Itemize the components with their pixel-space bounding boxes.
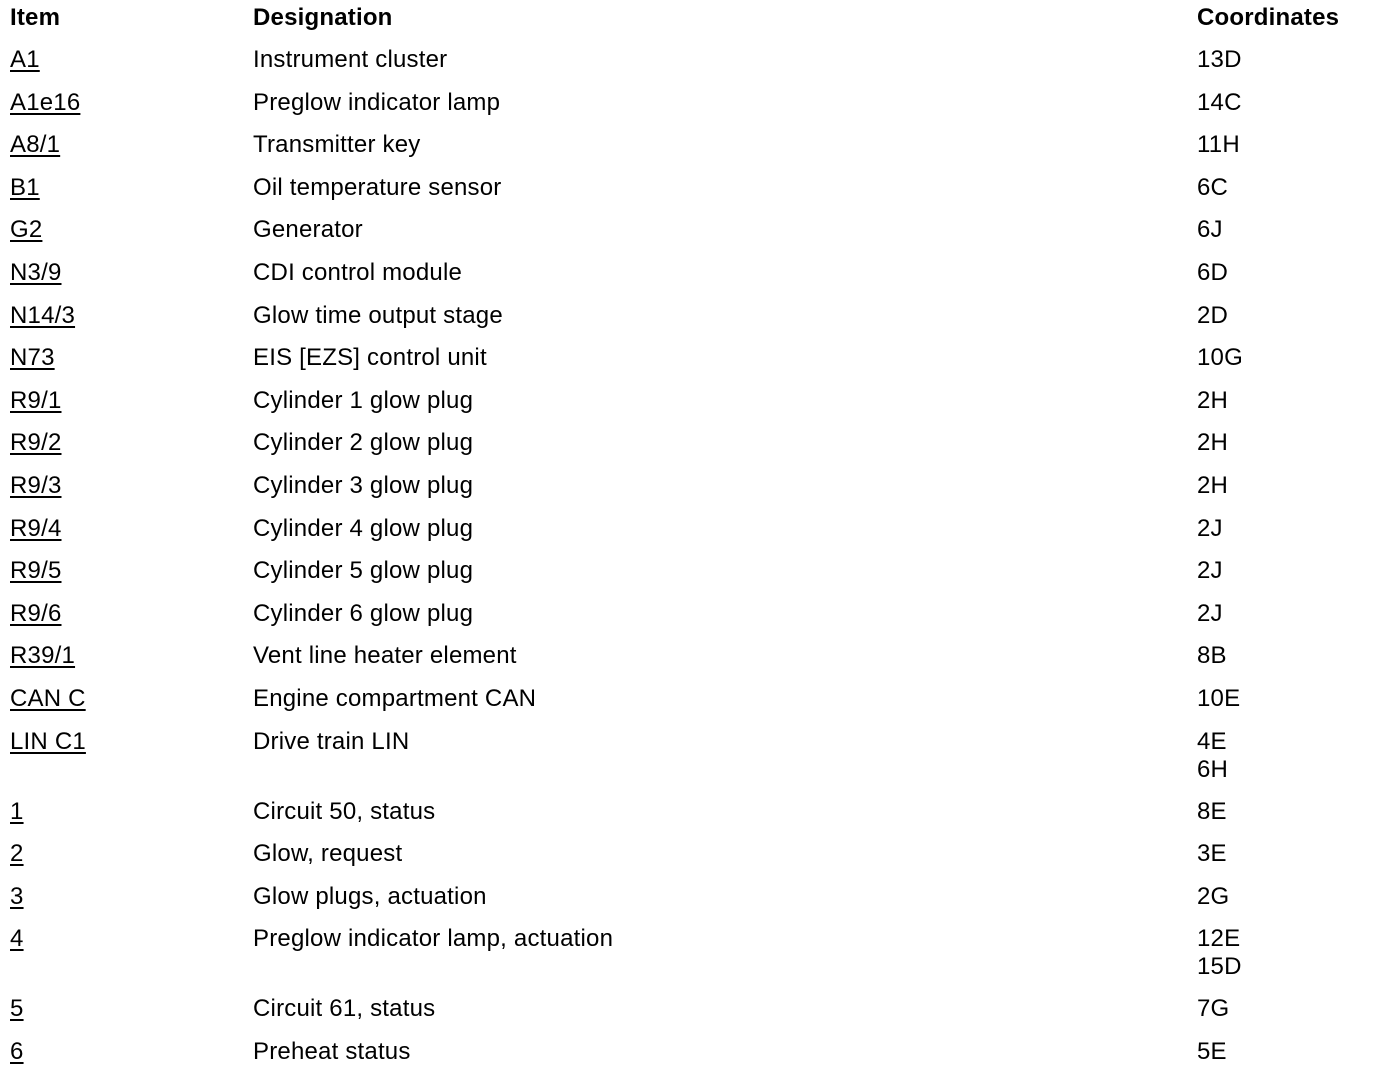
table-row bbox=[0, 174, 1376, 217]
designation-cell: Glow plugs, actuation bbox=[253, 882, 487, 910]
item-link[interactable]: 4 bbox=[10, 925, 24, 953]
designation-cell: Glow time output stage bbox=[253, 301, 503, 329]
coordinate-value: 2J bbox=[1197, 599, 1223, 627]
item-cell bbox=[0, 600, 253, 643]
item-link[interactable]: R9/3 bbox=[10, 471, 62, 499]
item-link[interactable]: R9/1 bbox=[10, 386, 62, 414]
designation-cell: Cylinder 6 glow plug bbox=[253, 599, 474, 627]
item-cell bbox=[0, 259, 253, 302]
item-cell bbox=[0, 557, 253, 600]
header-row bbox=[0, 0, 1376, 46]
coordinate-value: 6D bbox=[1197, 258, 1229, 286]
item-link[interactable]: LIN C1 bbox=[10, 727, 86, 755]
item-link[interactable]: 5 bbox=[10, 995, 24, 1023]
designation-cell: Circuit 61, status bbox=[253, 995, 436, 1023]
designation-cell: Transmitter key bbox=[253, 131, 421, 159]
coordinates-cell bbox=[1197, 557, 1376, 600]
item-cell bbox=[0, 131, 253, 174]
item-link[interactable]: R9/2 bbox=[10, 429, 62, 457]
coordinate-value: 3E bbox=[1197, 840, 1227, 868]
table-row bbox=[0, 883, 1376, 926]
legend-table-body bbox=[0, 46, 1376, 1080]
item-column-header: Item bbox=[10, 4, 61, 31]
coordinates-cell bbox=[1197, 472, 1376, 515]
item-link[interactable]: N14/3 bbox=[10, 301, 76, 329]
item-link[interactable]: 2 bbox=[10, 840, 24, 868]
table-row bbox=[0, 995, 1376, 1038]
designation-cell: Cylinder 1 glow plug bbox=[253, 386, 474, 414]
item-cell bbox=[0, 883, 253, 926]
table-row bbox=[0, 1038, 1376, 1080]
coordinates-cell bbox=[1197, 429, 1376, 472]
coordinate-value: 10E bbox=[1197, 684, 1241, 712]
coordinates-cell bbox=[1197, 344, 1376, 387]
table-row bbox=[0, 557, 1376, 600]
designation-cell: CDI control module bbox=[253, 258, 463, 286]
item-link[interactable]: A1e16 bbox=[10, 88, 81, 116]
item-cell bbox=[0, 387, 253, 430]
coordinate-value: 8E bbox=[1197, 797, 1227, 825]
item-cell bbox=[0, 344, 253, 387]
table-row bbox=[0, 302, 1376, 345]
coordinate-value: 2J bbox=[1197, 514, 1223, 542]
coordinates-cell bbox=[1197, 642, 1376, 685]
item-cell bbox=[0, 429, 253, 472]
designation-cell: EIS [EZS] control unit bbox=[253, 344, 487, 372]
item-link[interactable]: R9/4 bbox=[10, 514, 62, 542]
designation-cell: Generator bbox=[253, 216, 363, 244]
designation-column-header: Designation bbox=[253, 4, 393, 31]
designation-cell: Cylinder 3 glow plug bbox=[253, 471, 474, 499]
table-row bbox=[0, 600, 1376, 643]
coordinate-value: 2J bbox=[1197, 557, 1223, 585]
coordinates-cell bbox=[1197, 89, 1376, 132]
item-cell bbox=[0, 642, 253, 685]
coordinates-cell bbox=[1197, 174, 1376, 217]
designation-cell: Drive train LIN bbox=[253, 727, 410, 755]
coordinate-value: 2H bbox=[1197, 471, 1229, 499]
coordinate-value: 2D bbox=[1197, 301, 1229, 329]
item-link[interactable]: R39/1 bbox=[10, 642, 76, 670]
item-cell bbox=[0, 46, 253, 89]
coordinates-cell bbox=[1197, 798, 1376, 841]
coordinates-cell bbox=[1197, 840, 1376, 883]
item-cell bbox=[0, 302, 253, 345]
item-cell bbox=[0, 216, 253, 259]
item-cell bbox=[0, 174, 253, 217]
coordinate-value: 6C bbox=[1197, 173, 1229, 201]
item-cell bbox=[0, 1038, 253, 1080]
coordinates-column-header: Coordinates bbox=[1197, 4, 1340, 31]
coordinate-value: 4E bbox=[1197, 727, 1227, 755]
table-row bbox=[0, 131, 1376, 174]
coordinates-cell bbox=[1197, 46, 1376, 89]
table-row bbox=[0, 840, 1376, 883]
designation-cell: Circuit 50, status bbox=[253, 797, 436, 825]
table-row bbox=[0, 798, 1376, 841]
coordinate-value: 7G bbox=[1197, 995, 1230, 1023]
designation-cell: Cylinder 4 glow plug bbox=[253, 514, 474, 542]
item-cell bbox=[0, 728, 253, 798]
item-cell bbox=[0, 89, 253, 132]
item-link[interactable]: CAN C bbox=[10, 684, 86, 712]
item-link[interactable]: 1 bbox=[10, 797, 24, 825]
item-link[interactable]: A1 bbox=[10, 46, 40, 73]
coordinate-value: 2H bbox=[1197, 386, 1229, 414]
coordinates-cell bbox=[1197, 131, 1376, 174]
item-link[interactable]: 3 bbox=[10, 882, 24, 910]
item-link[interactable]: R9/6 bbox=[10, 599, 62, 627]
coordinates-cell bbox=[1197, 302, 1376, 345]
coordinate-value: 5E bbox=[1197, 1037, 1227, 1065]
item-cell bbox=[0, 685, 253, 728]
coordinate-value: 6H bbox=[1197, 755, 1229, 783]
table-row bbox=[0, 89, 1376, 132]
designation-cell: Instrument cluster bbox=[253, 46, 448, 73]
table-row bbox=[0, 515, 1376, 558]
coordinate-value: 11H bbox=[1197, 131, 1240, 159]
designation-cell: Preglow indicator lamp bbox=[253, 88, 501, 116]
table-row bbox=[0, 472, 1376, 515]
item-link[interactable]: B1 bbox=[10, 173, 40, 201]
coordinates-cell bbox=[1197, 1038, 1376, 1080]
coordinates-cell bbox=[1197, 216, 1376, 259]
coordinate-value: 8B bbox=[1197, 642, 1227, 670]
table-row bbox=[0, 685, 1376, 728]
item-link[interactable]: N73 bbox=[10, 344, 55, 372]
table-row bbox=[0, 216, 1376, 259]
coordinates-cell bbox=[1197, 600, 1376, 643]
designation-cell: Cylinder 2 glow plug bbox=[253, 429, 474, 457]
table-row bbox=[0, 429, 1376, 472]
coordinates-cell bbox=[1197, 387, 1376, 430]
designation-cell: Oil temperature sensor bbox=[253, 173, 502, 201]
table-row bbox=[0, 642, 1376, 685]
legend-table-header bbox=[0, 0, 1376, 46]
coordinate-value: 10G bbox=[1197, 344, 1243, 372]
item-cell bbox=[0, 840, 253, 883]
table-row bbox=[0, 728, 1376, 798]
coordinate-value: 13D bbox=[1197, 46, 1242, 73]
coordinates-cell bbox=[1197, 259, 1376, 302]
coordinates-cell bbox=[1197, 515, 1376, 558]
table-row bbox=[0, 46, 1376, 89]
designation-cell: Preglow indicator lamp, actuation bbox=[253, 925, 614, 953]
designation-cell: Cylinder 5 glow plug bbox=[253, 557, 474, 585]
coordinates-cell bbox=[1197, 995, 1376, 1038]
item-link[interactable]: G2 bbox=[10, 216, 43, 244]
coordinates-cell bbox=[1197, 925, 1376, 995]
item-link[interactable]: R9/5 bbox=[10, 557, 62, 585]
designation-cell: Vent line heater element bbox=[253, 642, 517, 670]
item-cell bbox=[0, 925, 253, 995]
designation-cell: Preheat status bbox=[253, 1037, 411, 1065]
coordinate-value: 2G bbox=[1197, 882, 1230, 910]
item-cell bbox=[0, 472, 253, 515]
item-link[interactable]: A8/1 bbox=[10, 131, 61, 159]
item-cell bbox=[0, 798, 253, 841]
item-link[interactable]: 6 bbox=[10, 1037, 24, 1065]
coordinate-value: 14C bbox=[1197, 88, 1242, 116]
table-row bbox=[0, 387, 1376, 430]
item-link[interactable]: N3/9 bbox=[10, 258, 62, 286]
coordinates-cell bbox=[1197, 883, 1376, 926]
coordinates-cell bbox=[1197, 728, 1376, 798]
table-row bbox=[0, 259, 1376, 302]
designation-cell: Glow, request bbox=[253, 840, 403, 868]
coordinate-value: 6J bbox=[1197, 216, 1223, 244]
item-cell bbox=[0, 995, 253, 1038]
item-cell bbox=[0, 515, 253, 558]
coordinate-value: 2H bbox=[1197, 429, 1229, 457]
coordinate-value: 12E bbox=[1197, 925, 1241, 953]
table-row bbox=[0, 925, 1376, 995]
coordinate-value: 15D bbox=[1197, 953, 1242, 981]
coordinates-cell bbox=[1197, 685, 1376, 728]
table-row bbox=[0, 344, 1376, 387]
designation-cell: Engine compartment CAN bbox=[253, 684, 537, 712]
